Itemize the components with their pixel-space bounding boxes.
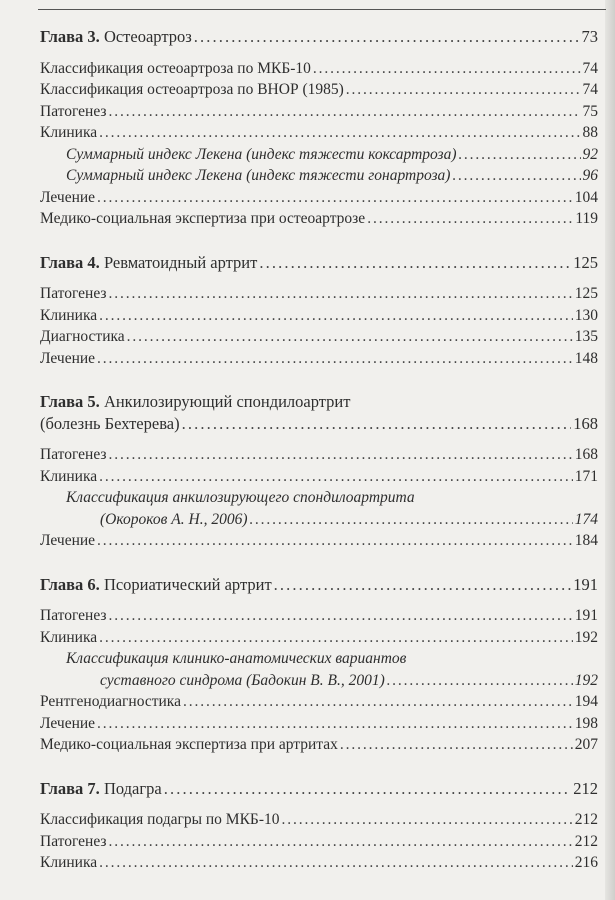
dot-leader (109, 101, 581, 123)
dot-leader (249, 509, 572, 531)
page-number: 207 (574, 736, 598, 753)
toc-entry (40, 79, 598, 101)
toc-title-text: Классификация подагры по МКБ-10 (40, 811, 280, 828)
dot-leader (313, 58, 581, 80)
dot-leader (387, 670, 573, 692)
toc-title-text: Рентгенодиагностика (40, 693, 181, 710)
dot-leader (340, 734, 573, 756)
toc-entry (40, 852, 598, 874)
toc-title-text: Классификация остеоартроза по МКБ-10 (40, 59, 311, 77)
page-number: 184 (574, 532, 598, 549)
chapter-number: Глава 5. (40, 392, 100, 411)
page-number: 92 (582, 145, 598, 163)
dot-leader (459, 144, 581, 166)
toc-entry (40, 101, 598, 123)
toc-title (40, 58, 311, 80)
toc-title-text: Ревматоидный артрит (103, 252, 258, 272)
dot-leader (452, 165, 580, 187)
toc-title (40, 122, 97, 144)
toc-title-text: Патогенез (40, 607, 107, 624)
toc-title-text: Клиника (40, 306, 98, 324)
table-of-contents (40, 26, 598, 874)
toc-title-text: Патогенез (40, 832, 107, 850)
page-number: 171 (574, 467, 598, 485)
dot-leader (97, 187, 573, 209)
toc-title-text: Клиника (40, 467, 98, 485)
toc-title (40, 466, 97, 488)
toc-title (40, 283, 107, 305)
toc-title-line (40, 391, 598, 413)
dot-leader (367, 208, 573, 230)
dot-leader (109, 605, 573, 627)
dot-leader (99, 852, 573, 874)
dot-leader (346, 79, 581, 101)
dot-leader (274, 574, 572, 596)
toc-chapter (40, 574, 598, 596)
page-number: 191 (573, 574, 598, 594)
toc-title-line (66, 648, 598, 670)
toc-title-text: Медико-социальная экспертиза при артритах (40, 736, 338, 753)
toc-title (40, 252, 257, 274)
page-number: 74 (582, 59, 598, 77)
toc-entry (40, 627, 598, 649)
toc-title (66, 144, 457, 166)
toc-title-line (66, 509, 598, 531)
toc-title-text: Диагностика (40, 328, 125, 345)
chapter-number: Глава 4. (40, 252, 100, 272)
chapter-number: Глава 3. (40, 27, 100, 46)
toc-title (40, 831, 107, 853)
page-number: 135 (574, 328, 598, 345)
toc-title (40, 101, 107, 123)
toc-title-continued: суставного синдрома (Бадокин В. В., 2001) (100, 671, 385, 689)
dot-leader (109, 831, 573, 853)
page-edge-shadow (605, 0, 615, 900)
page-number: 191 (574, 607, 598, 624)
toc-entry (40, 326, 598, 348)
toc-title (66, 487, 415, 509)
toc-title-text: Классификация клинико-анатомических вариантов (66, 650, 407, 667)
toc-entry (40, 348, 598, 370)
dot-leader (109, 283, 573, 305)
page-number: 75 (582, 102, 598, 120)
toc-entry (40, 58, 598, 80)
dot-leader (194, 26, 580, 48)
toc-title-text: Лечение (40, 532, 96, 549)
toc-title-text: Лечение (40, 714, 96, 732)
toc-title-line (40, 413, 598, 435)
toc-entry (40, 283, 598, 305)
chapter-number: Глава 7. (40, 778, 100, 798)
dot-leader (259, 252, 571, 274)
toc-title (40, 574, 272, 596)
toc-title-text: Анкилозирующий спондилоартрит (103, 392, 351, 411)
toc-title (40, 627, 97, 649)
page-number: 88 (582, 124, 598, 141)
page-number: 125 (574, 285, 598, 302)
toc-title (40, 187, 95, 209)
page-number: 148 (574, 349, 598, 367)
chapter-number: Глава 6. (40, 574, 100, 594)
page-number: 212 (573, 778, 598, 798)
toc-title (66, 165, 450, 187)
toc-title-text: Лечение (40, 188, 96, 206)
toc-subentry (40, 165, 598, 187)
toc-entry (40, 809, 598, 831)
toc-title-text: Клиника (40, 854, 98, 871)
page-number: 73 (581, 27, 598, 46)
toc-subentry (40, 144, 598, 166)
toc-chapter (40, 26, 598, 48)
toc-title-text: Классификация остеоартроза по ВНОР (1985) (40, 81, 344, 98)
toc-chapter (40, 252, 598, 274)
page-number: 192 (574, 628, 598, 646)
page-number: 125 (573, 252, 598, 272)
toc-title-line (66, 670, 598, 692)
dot-leader (109, 444, 573, 466)
dot-leader (97, 530, 573, 552)
toc-title-text: Суммарный индекс Лекена (индекс тяжести гонартроза) (66, 167, 451, 184)
toc-title (40, 208, 365, 230)
toc-title (40, 79, 344, 101)
toc-entry (40, 530, 598, 552)
toc-title (40, 605, 107, 627)
toc-title (66, 648, 406, 670)
dot-leader (99, 305, 573, 327)
page-number: 194 (574, 693, 598, 710)
toc-entry (40, 122, 598, 144)
toc-title-text: Патогенез (40, 285, 107, 302)
page-number: 174 (574, 510, 598, 528)
page-number: 192 (574, 671, 598, 689)
dot-leader (97, 713, 573, 735)
page-number: 212 (574, 811, 598, 828)
page-number: 198 (574, 714, 598, 732)
toc-title-text: Остеоартроз (103, 27, 192, 46)
toc-title-text: Клиника (40, 124, 98, 141)
toc-title-text: Патогенез (40, 102, 107, 120)
page-number: 168 (574, 446, 598, 463)
page-number: 74 (582, 81, 598, 98)
toc-chapter (40, 391, 598, 434)
toc-title (40, 691, 181, 713)
toc-title-continued: (болезнь Бехтерева) (40, 413, 180, 433)
toc-entry (40, 305, 598, 327)
toc-title (40, 809, 279, 831)
top-rule (38, 9, 606, 10)
toc-title (40, 26, 192, 48)
toc-title (40, 530, 95, 552)
toc-subentry (40, 487, 598, 530)
dot-leader (281, 809, 572, 831)
toc-title-continued: (Окороков А. Н., 2006) (100, 510, 248, 528)
page-number: 104 (574, 188, 598, 206)
toc-entry (40, 831, 598, 853)
dot-leader (99, 122, 580, 144)
toc-title (40, 391, 350, 413)
page-number: 212 (574, 832, 598, 850)
toc-chapter (40, 778, 598, 800)
page-number: 96 (582, 167, 598, 184)
page-number: 168 (573, 413, 598, 433)
toc-title-text: Патогенез (40, 446, 107, 463)
dot-leader (99, 627, 573, 649)
dot-leader (182, 413, 572, 435)
toc-title-text: Классификация анкилозирующего спондилоартрита (66, 489, 415, 506)
page-number: 130 (574, 306, 598, 324)
page-number: 119 (575, 210, 598, 227)
toc-title-text: Медико-социальная экспертиза при остеоартрозе (40, 210, 366, 227)
dot-leader (183, 691, 573, 713)
toc-title (40, 734, 338, 756)
page-number: 216 (574, 854, 598, 871)
toc-title-line (66, 487, 598, 509)
toc-title-text: Лечение (40, 349, 96, 367)
toc-subentry (40, 648, 598, 691)
toc-title-text: Подагра (103, 778, 162, 798)
toc-title-text: Клиника (40, 628, 98, 646)
toc-title-text: Суммарный индекс Лекена (индекс тяжести коксартроза) (66, 145, 457, 163)
toc-entry (40, 713, 598, 735)
toc-title (40, 713, 95, 735)
dot-leader (127, 326, 573, 348)
dot-leader (97, 348, 573, 370)
toc-title (40, 326, 125, 348)
dot-leader (99, 466, 573, 488)
toc-entry (40, 444, 598, 466)
toc-title (40, 444, 107, 466)
toc-title (40, 348, 95, 370)
toc-entry (40, 734, 598, 756)
toc-title-text: Псориатический артрит (103, 574, 272, 594)
toc-entry (40, 187, 598, 209)
toc-entry (40, 605, 598, 627)
toc-title (40, 305, 97, 327)
dot-leader (164, 778, 572, 800)
toc-entry (40, 691, 598, 713)
toc-title (40, 852, 97, 874)
toc-entry (40, 466, 598, 488)
toc-title (40, 778, 162, 800)
toc-entry (40, 208, 598, 230)
